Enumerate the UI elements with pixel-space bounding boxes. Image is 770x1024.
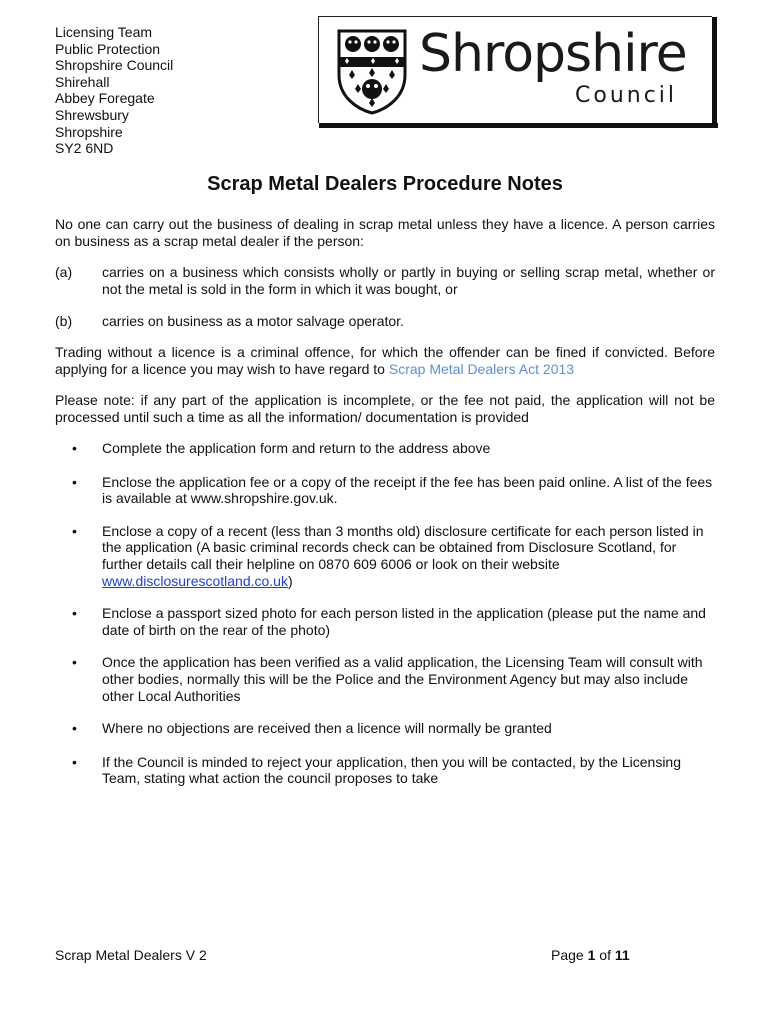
item-text: carries on a business which consists wholly or partly in buying or selling scrap metal, whether or not the metal is sold in the form in which it was bought, or (102, 264, 715, 297)
bullet-icon: • (72, 522, 77, 539)
bullet-text: Where no objections are received then a licence will normally be granted (102, 720, 552, 737)
bullet-text: Enclose a copy of a recent (less than 3 months old) disclosure certificate for each person listed in the application (A basic criminal records check can be obtained from Disclosure Scotland, for further details call their helpline on 0870 609 6006 or look on their website (102, 522, 704, 572)
page-word: Page (551, 947, 584, 963)
address-line: Public Protection (55, 40, 161, 57)
address-line: Shrewsbury (55, 106, 129, 123)
list-item-a (55, 264, 715, 298)
council-crest-icon (335, 27, 409, 115)
list-item (55, 754, 715, 787)
requirements-list (55, 440, 715, 787)
disclosure-link[interactable]: www.disclosurescotland.co.uk (102, 572, 288, 589)
list-item (55, 523, 715, 589)
page-total: 11 (614, 947, 630, 963)
bullet-icon: • (72, 654, 77, 671)
address-line: Shropshire Council (55, 57, 174, 74)
bullet-text: If the Council is minded to reject your application, then you will be contacted, by the Licensing Team, stating what action the council proposes to take (102, 753, 681, 787)
footer-page-number (551, 947, 630, 963)
intro-paragraph: No one can carry out the business of dealing in scrap metal unless they have a licence. A person carries on business as a scrap metal dealer if the person: (55, 216, 715, 249)
address-line: Licensing Team (55, 24, 153, 40)
page-current: 1 (587, 947, 596, 963)
bullet-icon: • (72, 753, 77, 770)
bullet-text: Complete the application form and return to the address above (102, 440, 491, 456)
list-item (55, 605, 715, 638)
council-logo (318, 16, 712, 123)
bullet-icon: • (72, 473, 77, 490)
list-item (55, 440, 715, 457)
logo-subtitle: Council (575, 83, 678, 108)
address-line: Shropshire (55, 123, 123, 140)
logo-wordmark: Shropshire (419, 24, 687, 84)
address-line: Abbey Foregate (55, 90, 155, 107)
bullet-icon: • (72, 440, 77, 456)
footer-version: Scrap Metal Dealers V 2 (55, 947, 207, 963)
bullet-text-end: ) (287, 572, 293, 589)
address-block (55, 24, 173, 157)
list-item (55, 654, 715, 704)
list-item-b (55, 313, 715, 330)
bullet-text: Once the application has been verified as a valid application, the Licensing Team will consult with other bodies, normally this will be the Police and the Environment Agency but may also include other Local Authorities (102, 654, 703, 704)
of-word: of (599, 947, 611, 963)
bullet-icon: • (72, 720, 77, 737)
address-line: Shirehall (55, 73, 110, 90)
list-item (55, 474, 715, 507)
item-label: (b) (55, 313, 73, 329)
act-link[interactable]: Scrap Metal Dealers Act 2013 (388, 361, 575, 377)
document-title: Scrap Metal Dealers Procedure Notes (207, 173, 563, 195)
address-line: SY2 6ND (55, 140, 114, 157)
item-text: carries on business as a motor salvage operator. (102, 313, 404, 329)
trading-paragraph (55, 344, 715, 378)
trading-text: Trading without a licence is a criminal offence, for which the offender can be fined if convicted. Before applying for a licence you may wish to have regard to (55, 344, 715, 377)
bullet-text: Enclose a passport sized photo for each person listed in the application (please put the name and date of birth on the rear of the photo) (102, 605, 706, 638)
bullet-icon: • (72, 605, 77, 622)
list-item (55, 720, 715, 737)
note-paragraph: Please note: if any part of the application is incomplete, or the fee not paid, the application will not be processed until such a time as all the information/ documentation is provided (55, 392, 715, 425)
bullet-text: Enclose the application fee or a copy of the receipt if the fee has been paid online. A list of the fees is available at www.shropshire.gov.uk. (102, 473, 713, 507)
item-label: (a) (55, 264, 73, 280)
